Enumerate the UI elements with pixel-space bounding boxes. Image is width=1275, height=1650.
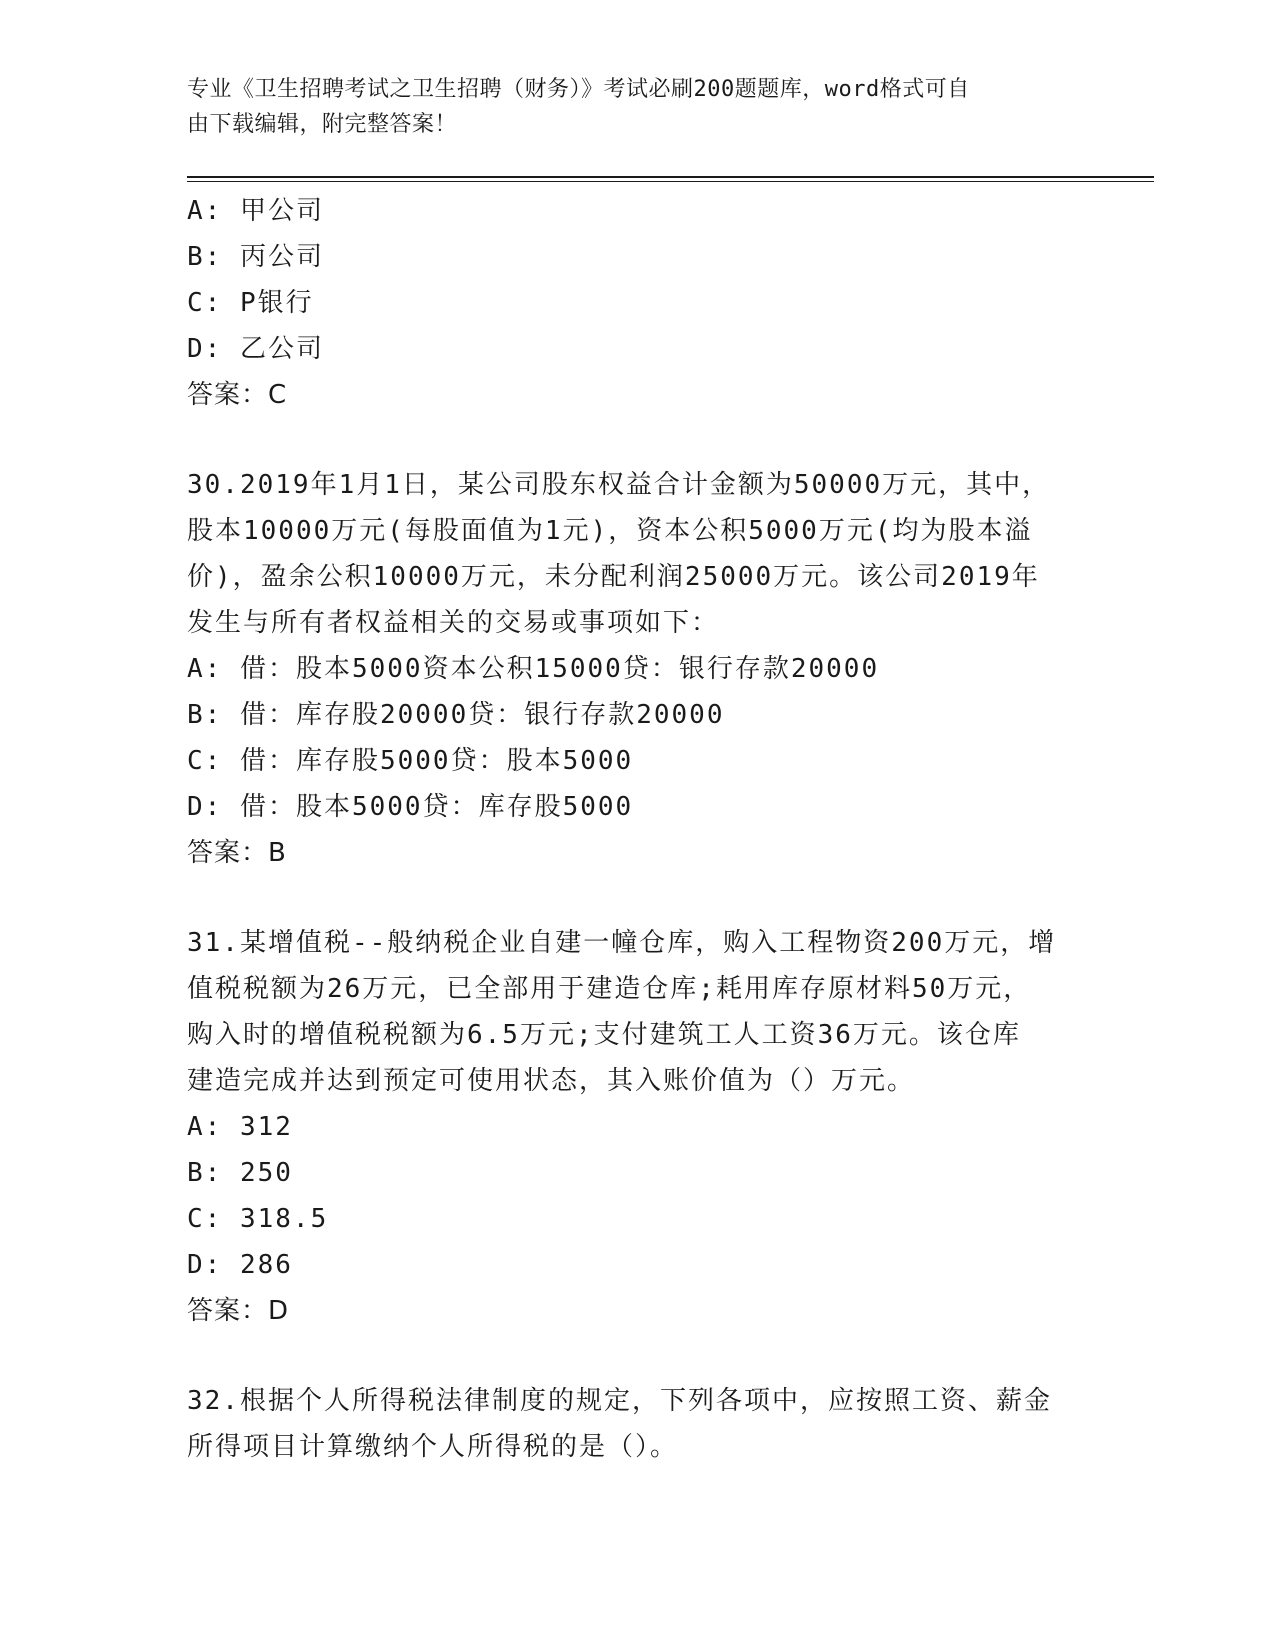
- answer: 答案：B: [187, 838, 287, 868]
- spacer: [187, 1334, 1077, 1378]
- header-divider-thin: [187, 181, 1154, 182]
- option-d: D: 286: [187, 1250, 293, 1280]
- option-b: B: 借：库存股20000贷：银行存款20000: [187, 700, 725, 730]
- option-b: B: 丙公司: [187, 242, 324, 272]
- question-text-line: 建造完成并达到预定可使用状态，其入账价值为（）万元。: [187, 1066, 916, 1096]
- header-divider-thick: [187, 176, 1154, 178]
- option-d: D: 乙公司: [187, 334, 324, 364]
- question-text-line: 发生与所有者权益相关的交易或事项如下：: [187, 608, 720, 638]
- question-29: [187, 188, 1077, 418]
- option-c: C: P银行: [187, 288, 314, 318]
- question-text-line: 价)，盈余公积10000万元，未分配利润25000万元。该公司2019年: [187, 562, 1040, 592]
- document-header: [187, 72, 1067, 142]
- header-line-1: 专业《卫生招聘考试之卫生招聘（财务）》考试必刷200题题库，word格式可自: [187, 77, 970, 102]
- option-a: A: 312: [187, 1112, 293, 1142]
- question-text-line: 32.根据个人所得税法律制度的规定，下列各项中，应按照工资、薪金: [187, 1386, 1052, 1416]
- option-a: A: 借：股本5000资本公积15000贷：银行存款20000: [187, 654, 880, 684]
- question-30: [187, 462, 1077, 876]
- option-c: C: 318.5: [187, 1204, 329, 1234]
- question-text-line: 股本10000万元(每股面值为1元)，资本公积5000万元(均为股本溢: [187, 516, 1033, 546]
- spacer: [187, 876, 1077, 920]
- header-line-2: 由下载编辑，附完整答案！: [187, 112, 458, 137]
- question-text-line: 值税税额为26万元，已全部用于建造仓库;耗用库存原材料50万元，: [187, 974, 1032, 1004]
- question-text-line: 所得项目计算缴纳个人所得税的是（）。: [187, 1432, 679, 1462]
- question-32: [187, 1378, 1077, 1470]
- option-c: C: 借：库存股5000贷：股本5000: [187, 746, 634, 776]
- answer: 答案：C: [187, 380, 288, 410]
- option-d: D: 借：股本5000贷：库存股5000: [187, 792, 634, 822]
- spacer: [187, 418, 1077, 462]
- option-b: B: 250: [187, 1158, 293, 1188]
- answer: 答案：D: [187, 1296, 290, 1326]
- question-list: [187, 188, 1077, 1470]
- question-text-line: 31.某增值税--般纳税企业自建一幢仓库，购入工程物资200万元，增: [187, 928, 1057, 958]
- question-text-line: 购入时的增值税税额为6.5万元;支付建筑工人工资36万元。该仓库: [187, 1020, 1021, 1050]
- option-a: A: 甲公司: [187, 196, 324, 226]
- question-31: [187, 920, 1077, 1334]
- question-text-line: 30.2019年1月1日，某公司股东权益合计金额为50000万元，其中，: [187, 470, 1051, 500]
